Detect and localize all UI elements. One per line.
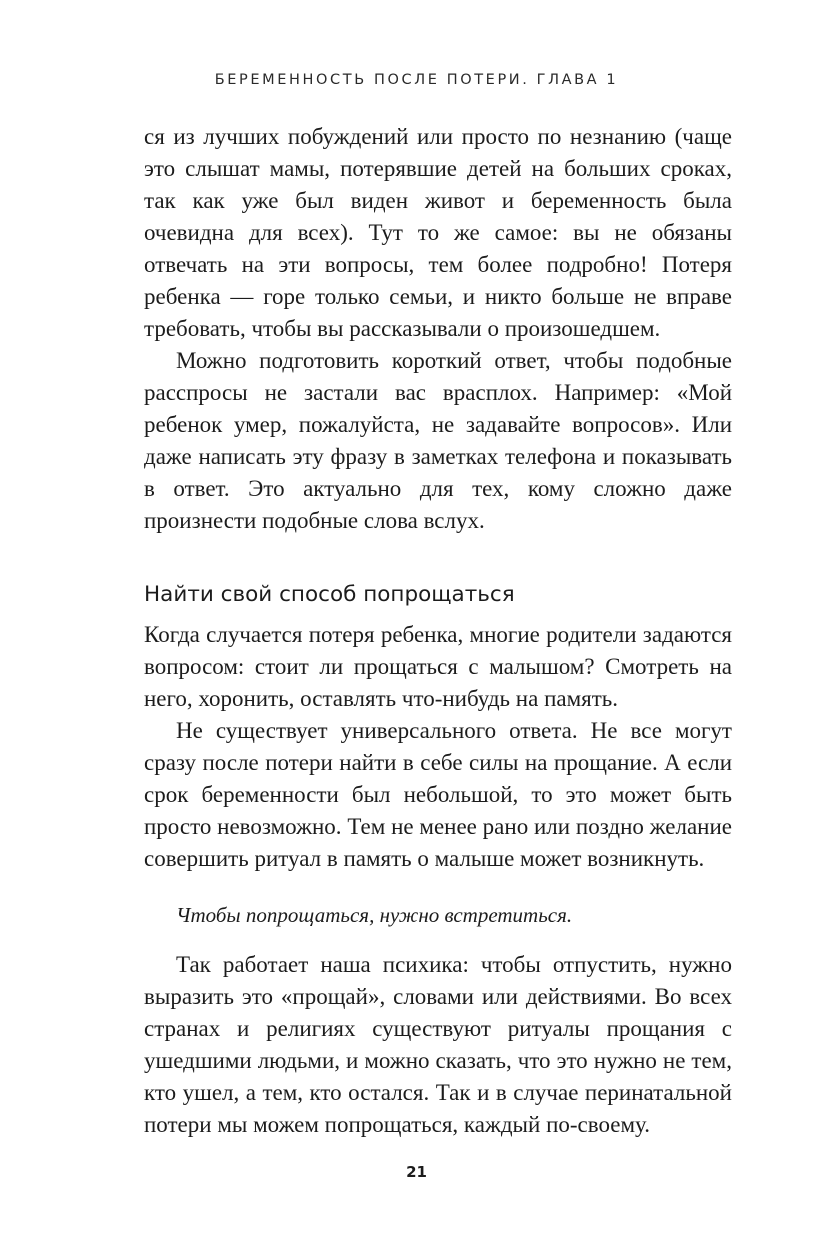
epigraph: Чтобы попрощаться, нужно встретиться. bbox=[176, 903, 573, 927]
paragraph-1: ся из лучших побуждений или просто по незнанию (чаще это слышат мамы, потерявшие детей на больших сроках, так как уже был виден живот и беременность была очевидна для всех). Тут то же самое: вы не обязаны отвечать на эти вопросы, тем более подробно! Потеря ребенка — горе только семьи, и никто больше не вправе требовать, чтобы вы рассказывали о произошедшем. bbox=[144, 124, 732, 341]
running-head: БЕРЕМЕННОСТЬ ПОСЛЕ ПОТЕРИ. ГЛАВА 1 bbox=[214, 72, 619, 88]
section-heading: Найти свой способ попрощаться bbox=[144, 582, 515, 607]
paragraph-4: Не существует универсального ответа. Не все могут сразу после потери найти в себе силы на прощание. А если срок беременности был небольшой, то это может быть просто невозможно. Тем не менее рано или поздно желание совершить ритуал в память о малыше может возникнуть. bbox=[144, 718, 732, 871]
page-number: 21 bbox=[406, 1163, 427, 1181]
paragraph-2: Можно подготовить короткий ответ, чтобы подобные расспросы не застали вас врасплох. Например: «Мой ребенок умер, пожалуйста, не задавайте вопросов». Или даже написать эту фразу в заметках телефона и показывать в ответ. Это актуально для тех, кому сложно даже произнести подобные слова вслух. bbox=[144, 348, 732, 533]
page-body bbox=[144, 121, 732, 1141]
paragraph-3: Когда случается потеря ребенка, многие родители задаются вопросом: стоит ли прощаться с малышом? Смотреть на него, хоронить, оставлять что-нибудь на память. bbox=[144, 622, 732, 711]
paragraph-5: Так работает наша психика: чтобы отпустить, нужно выразить это «прощай», словами или действиями. Во всех странах и религиях существуют ритуалы прощания с ушедшими людьми, и можно сказать, что это нужно не тем, кто ушел, а тем, кто остался. Так и в случае перинатальной потери мы можем попрощаться, каждый по-своему. bbox=[144, 952, 732, 1137]
